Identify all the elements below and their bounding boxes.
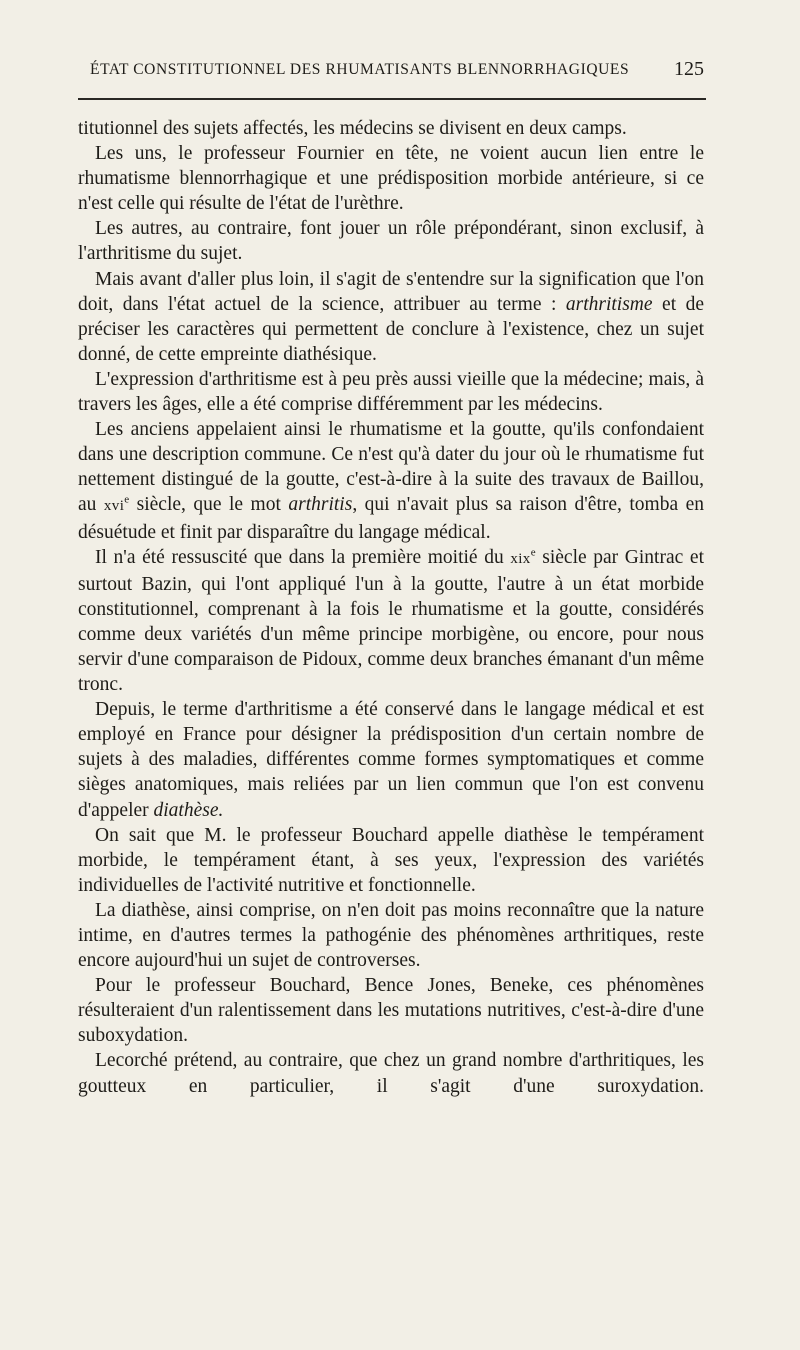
italic-term: arthritisme — [565, 293, 653, 315]
paragraph: Pour le professeur Bouchard, Bence Jones, Beneke, ces phénomènes résulteraient d'un ralentissement dans les mutations nutritives, c'est-à-dire d'une suboxydation. — [78, 975, 704, 1047]
header-rule — [78, 98, 706, 100]
text-run: Les anciens appelaient ainsi le rhumatisme et la goutte, qu'ils confondaient dans une description commune. Ce n'est qu'à dater du jour où le rhumatisme fut nettement distingué de la goutte, c'est-à-dire à la suite des travaux de Baillou, au — [78, 419, 704, 516]
paragraph — [78, 267, 704, 367]
ordinal-superscript: e — [530, 546, 536, 559]
running-header — [78, 58, 704, 85]
paragraph: Lecorché prétend, au contraire, que chez un grand nombre d'arthritiques, les goutteux en particulier, il s'agit d'une suroxydation. — [78, 1050, 704, 1097]
text-run: Depuis, le terme d'arthritisme a été conservé dans le langage médical et est employé en France pour désigner la prédisposition d'un certain nombre de sujets à des maladies, différentes comme formes symptomatiques et comme sièges anatomiques, mais reliées par un lien commun que l'on est convenu d'appeler — [78, 699, 704, 821]
body-text — [78, 116, 704, 1099]
text-run: Mais avant d'aller plus loin, il s'agit de s'entendre sur la signification que l'on doit, dans l'état actuel de la science, attribuer au terme : — [78, 268, 704, 315]
text-run: et de préciser les caractères qui permettent de conclure à l'existence, chez un sujet donné, de cette empreinte diathésique. — [78, 293, 705, 365]
text-run: Il n'a été ressuscité que dans la première moitié du — [95, 546, 511, 568]
century-numeral: xix — [510, 550, 531, 567]
paragraph: L'expression d'arthritisme est à peu près aussi vieille que la médecine; mais, à travers les âges, elle a été comprise différemment par les médecins. — [78, 368, 704, 416]
paragraph: On sait que M. le professeur Bouchard appelle diathèse le tempérament morbide, le tempérament étant, à ses yeux, l'expression des variétés individuelles de l'activité nutritive et fonctionnelle. — [78, 824, 704, 896]
paragraph: Les uns, le professeur Fournier en tête, ne voient aucun lien entre le rhumatisme blennorrhagique et une prédisposition morbide antérieure, si ce n'est celle qui résulte de l'état de l'urèthre. — [78, 143, 704, 215]
text-run: , qui n'avait plus sa raison d'être, tomba en désuétude et finit par disparaître du langage médical. — [78, 494, 704, 543]
italic-term: arthritis — [288, 494, 353, 516]
text-run: siècle par Gintrac et surtout Bazin, qui l'ont appliqué l'un à la goutte, l'autre à un état morbide constitutionnel, comprenant à la fois le rhumatisme et la goutte, considérés comme deux variétés d'un même principe morbigène, ou encore, pour nous servir d'une comparaison de Pidoux, comme deux branches émanant d'un même tronc. — [78, 546, 704, 696]
paragraph: La diathèse, ainsi comprise, on n'en doit pas moins reconnaître que la nature intime, en d'autres termes la pathogénie des phénomènes arthritiques, reste encore aujourd'hui un sujet de controverses. — [78, 899, 704, 972]
paragraph: titutionnel des sujets affectés, les médecins se divisent en deux camps. — [78, 118, 627, 139]
paragraph — [78, 697, 704, 822]
century-numeral: xvi — [103, 498, 125, 515]
ordinal-superscript: e — [124, 493, 130, 506]
paragraph: Les autres, au contraire, font jouer un rôle prépondérant, sinon exclusif, à l'arthritisme du sujet. — [78, 218, 704, 265]
italic-term: diathèse. — [153, 799, 224, 821]
text-run: siècle, que le mot — [129, 494, 289, 516]
paragraph — [78, 545, 704, 698]
running-title: ÉTAT CONSTITUTIONNEL DES RHUMATISANTS BLENNORRHAGIQUES — [90, 61, 630, 78]
page-number: 125 — [674, 58, 704, 80]
paragraph — [78, 417, 704, 544]
